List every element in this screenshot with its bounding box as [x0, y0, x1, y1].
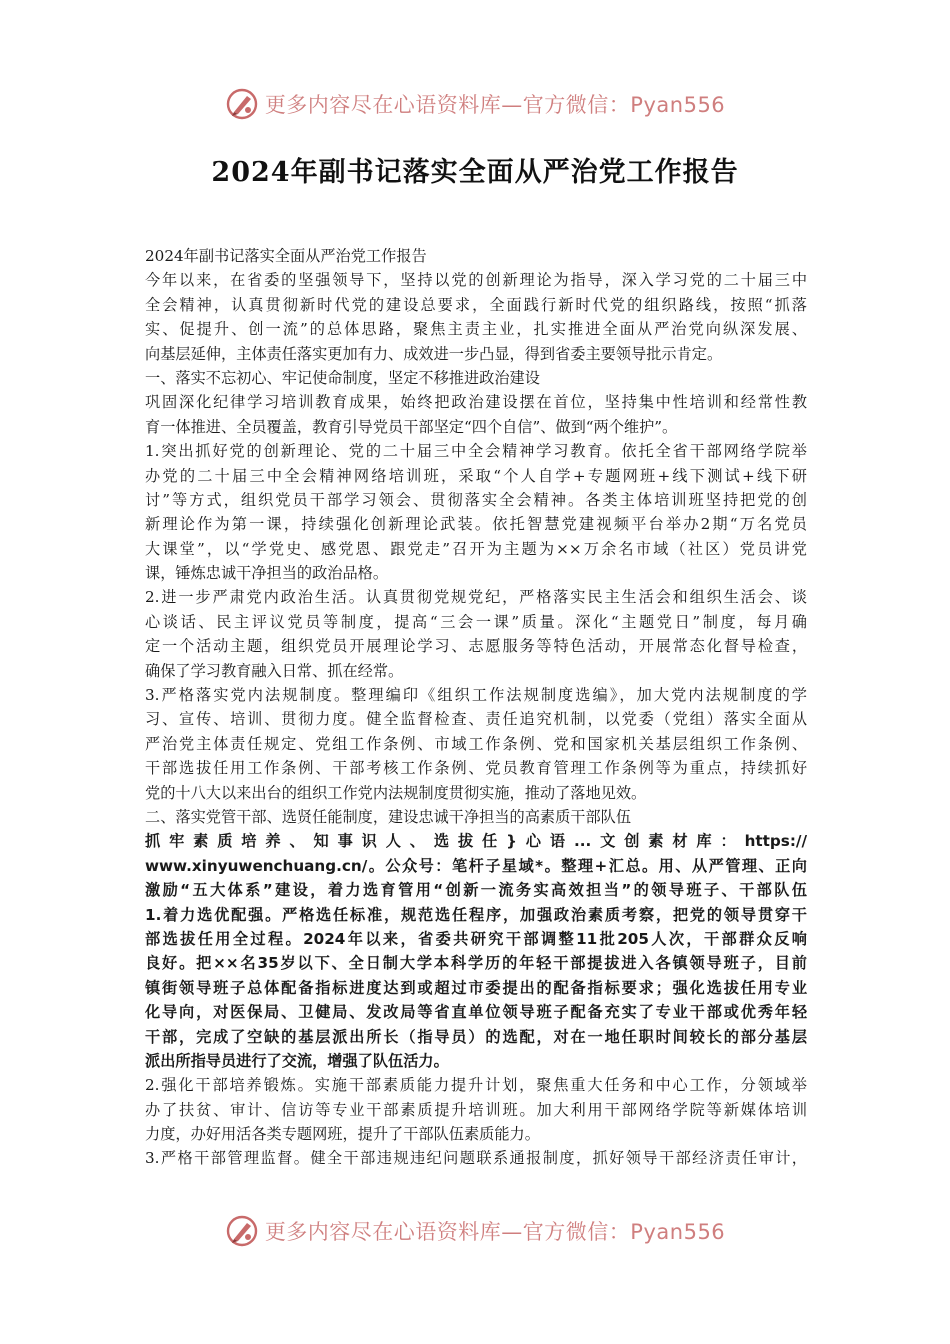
- text-line: 1.突出抓好党的创新理论、党的二十届三中全会精神学习教育。依托全省干部网络学院举: [145, 442, 807, 461]
- header-banner: [0, 84, 950, 124]
- document-title: 2024年副书记落实全面从严治党工作报告: [211, 157, 739, 188]
- text-line: 实、促提升、创一流”的总体思路，聚焦主责主业，扎实推进全面从严治党向纵深发展、: [145, 320, 807, 339]
- text-line: 新理论作为第一课，持续强化创新理论武装。依托智慧党建视频平台举办2期“万名党员: [145, 515, 807, 534]
- document-body: [145, 244, 807, 1171]
- text-line: 习、宣传、培训、贯彻力度。健全监督检查、责任追究机制，以党委（党组）落实全面从: [145, 710, 807, 729]
- pen-logo-icon: [225, 87, 259, 121]
- text-line: 向基层延伸，主体责任落实更加有力、成效进一步凸显，得到省委主要领导批示肯定。: [145, 344, 723, 363]
- text-line: 部选拔任用全过程。2024年以来，省委共研究干部调整11批205人次，干部群众反响: [145, 929, 807, 948]
- text-line: 大课堂”，以“学党史、感党恩、跟党走”召开为主题为××万余名市域（社区）党员讲党: [145, 539, 807, 558]
- text-line: 全会精神，认真贯彻新时代党的建设总要求，全面践行新时代党的组织路线，按照“抓落: [145, 295, 807, 314]
- text-line: 办了扶贫、审计、信访等专业干部素质提升培训班。加大利用干部网络学院等新媒体培训: [145, 1100, 807, 1119]
- text-line: 干部，完成了空缺的基层派出所长（指导员）的选配，对在一地任职时间较长的部分基层: [145, 1027, 807, 1046]
- text-line: www.xinyuwenchuang.cn/。公众号：笔杆子星域*。整理+汇总。用、从严管理、正向: [145, 856, 807, 875]
- banner-text: 更多内容尽在心语资料库—官方微信：Pyan556: [264, 1220, 726, 1244]
- text-line: 心谈话、民主评议党员等制度，提高“三会一课”质量。深化“主题党日”制度，每月确: [145, 612, 807, 631]
- text-line: 镇街领导班子总体配备指标进度达到或超过市委提出的配备指标要求；强化选拔任用专业: [145, 978, 807, 997]
- text-line: 讨”等方式，组织党员干部学习领会、贯彻落实全会精神。各类主体培训班坚持把党的创: [145, 490, 807, 509]
- text-line: 育一体推进、全员覆盖，教育引导党员干部坚定“四个自信”、做到“两个维护”。: [145, 417, 678, 436]
- text-line: 今年以来，在省委的坚强领导下，坚持以党的创新理论为指导，深入学习党的二十届三中: [145, 271, 807, 290]
- text-line: 派出所指导员进行了交流，增强了队伍活力。: [145, 1051, 449, 1070]
- text-line: 办党的二十届三中全会精神网络培训班，采取“个人自学+专题网班+线下测试+线下研: [145, 466, 807, 485]
- text-line: 确保了学习教育融入日常、抓在经常。: [145, 661, 404, 680]
- text-line: 一、落实不忘初心、牢记使命制度，坚定不移推进政治建设: [145, 368, 540, 387]
- pen-logo-icon: [225, 1214, 259, 1248]
- footer-banner: [0, 1211, 950, 1251]
- text-line: 化导向，对医保局、卫健局、发改局等省直单位领导班子配备充实了专业干部或优秀年轻: [145, 1003, 807, 1022]
- banner-text: 更多内容尽在心语资料库—官方微信：Pyan556: [264, 93, 726, 117]
- text-line: 巩固深化纪律学习培训教育成果，始终把政治建设摆在首位，坚持集中性培训和经常性教: [145, 393, 807, 412]
- text-line: 党的十八大以来出台的组织工作党内法规制度贯彻实施，推动了落地见效。: [145, 783, 647, 802]
- text-line: 2.强化干部培养锻炼。实施干部素质能力提升计划，聚焦重大任务和中心工作，分领域举: [145, 1076, 807, 1095]
- text-line: 2024年副书记落实全面从严治党工作报告: [145, 247, 427, 265]
- text-line: 力度，办好用活各类专题网班，提升了干部队伍素质能力。: [145, 1125, 540, 1144]
- text-line: 课，锤炼忠诚干净担当的政治品格。: [145, 564, 388, 583]
- text-line: 二、落实党管干部、选贤任能制度，建设忠诚干净担当的高素质干部队伍: [145, 807, 631, 826]
- text-line: 3.严格落实党内法规制度。整理编印《组织工作法规制度选编》，加大党内法规制度的学: [145, 686, 807, 705]
- text-line: 干部选拔任用工作条例、干部考核工作条例、党员教育管理工作条例等为重点，持续抓好: [145, 759, 807, 778]
- text-line: 严治党主体责任规定、党组工作条例、市域工作条例、党和国家机关基层组织工作条例、: [145, 734, 807, 753]
- text-line: 1.着力选优配强。严格选任标准，规范选任程序，加强政治素质考察，把党的领导贯穿干: [145, 905, 807, 924]
- text-line: 抓牢素质培养、知事识人、选拔任}心语...文创素材库：https://: [145, 832, 807, 851]
- text-line: 良好。把××名35岁以下、全日制大学本科学历的年轻干部提拔进入各镇领导班子，目前: [145, 954, 807, 973]
- text-line: 定一个活动主题，组织党员开展理论学习、志愿服务等特色活动，开展常态化督导检查，: [145, 637, 807, 656]
- text-line: 2.进一步严肃党内政治生活。认真贯彻党规党纪，严格落实民主生活会和组织生活会、谈: [145, 588, 807, 607]
- text-line: 激励“五大体系”建设，着力选育管用“创新一流务实高效担当”的领导班子、干部队伍: [145, 881, 807, 900]
- text-line: 3.严格干部管理监督。健全干部违规违纪问题联系通报制度，抓好领导干部经济责任审计，: [145, 1149, 807, 1168]
